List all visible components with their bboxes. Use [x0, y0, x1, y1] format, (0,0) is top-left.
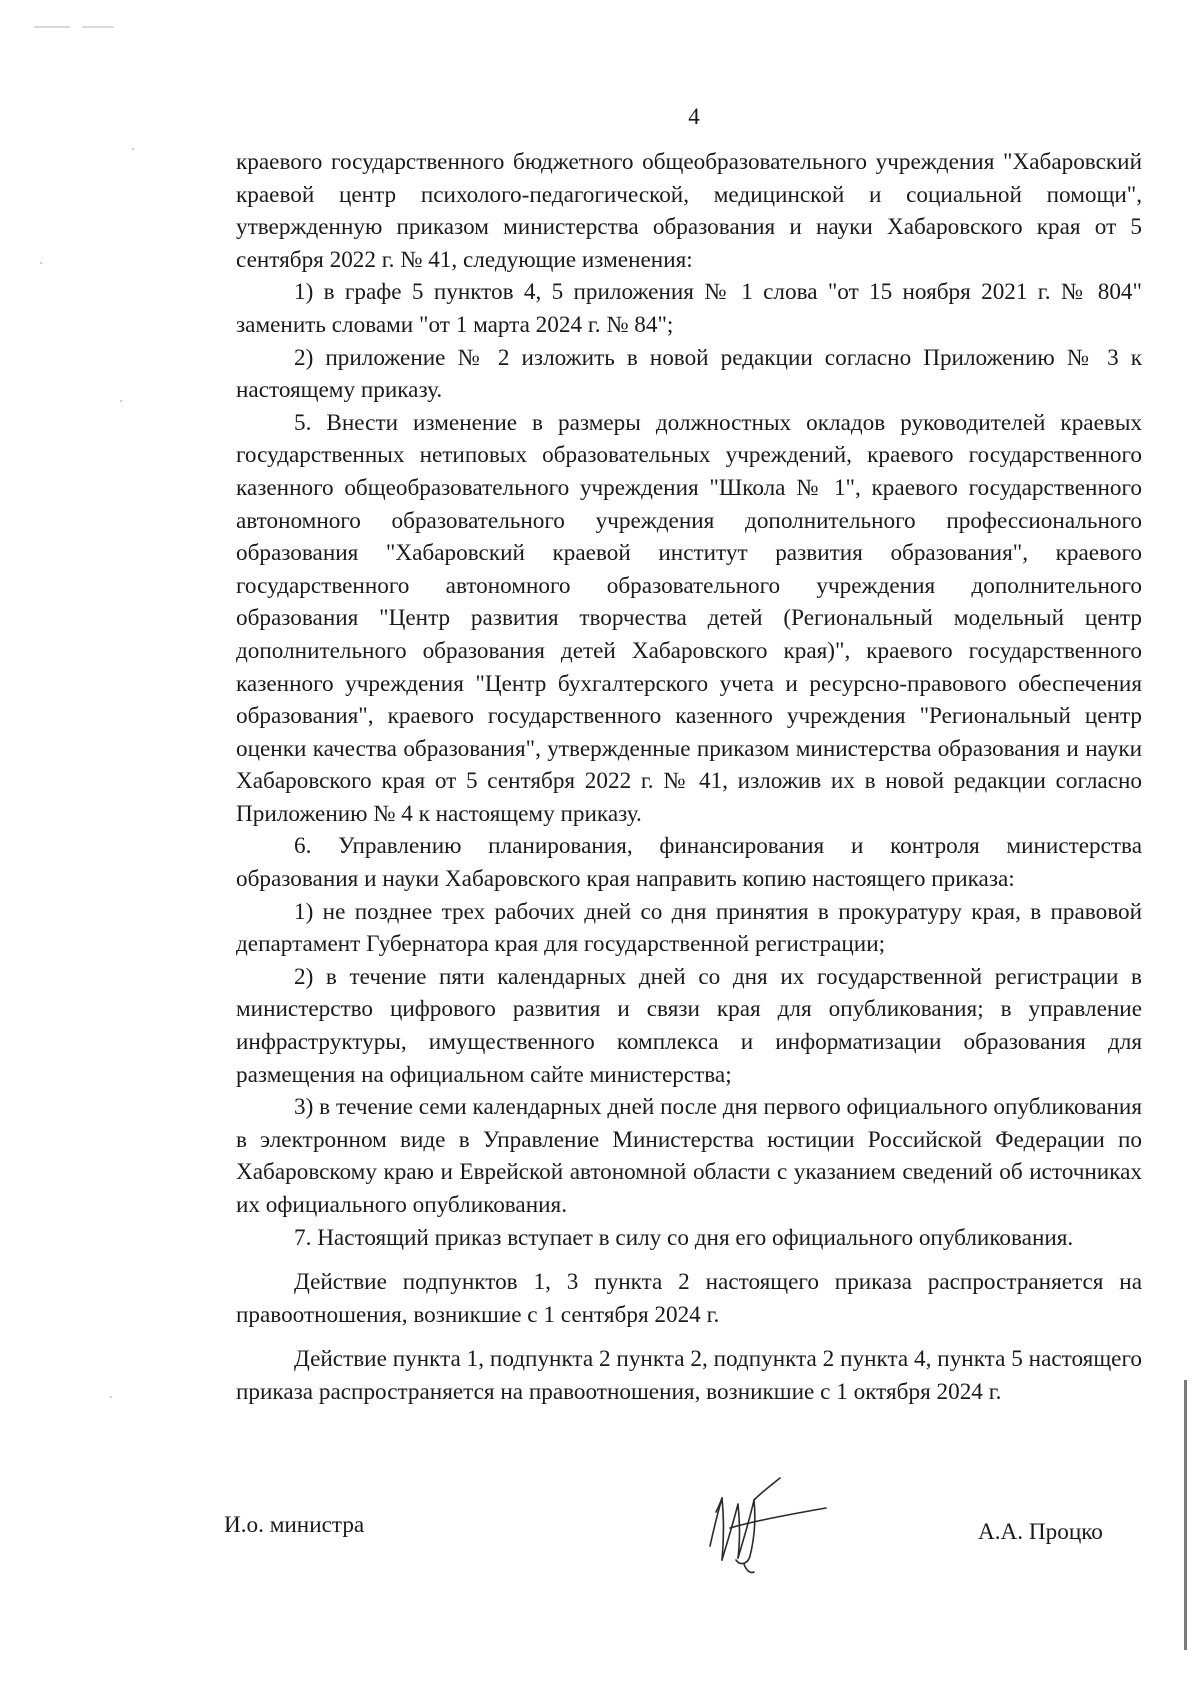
scan-artifact-dot — [110, 1396, 112, 1398]
document-body — [236, 146, 1142, 1409]
paragraph-effect-2: Действие пункта 1, подпункта 2 пункта 2, подпункта 2 пункта 4, пункта 5 настоящего приказа распространяется на правоотношения, возникшие с 1 октября 2024 г. — [236, 1346, 1142, 1405]
paragraph-item-6: 6. Управлению планирования, финансирования и контроля министерства образования и науки Хабаровского края направить копию настоящего приказа: — [236, 833, 1142, 893]
paragraph-subitem-2: 2) приложение № 2 изложить в новой редакции согласно Приложению № 3 к настоящему приказу. — [236, 344, 1142, 404]
scan-artifact-dot — [120, 400, 122, 402]
scan-artifact-dot — [40, 262, 42, 264]
paragraph-item-6-sub-1: 1) не позднее трех рабочих дней со дня принятия в прокуратуру края, в правовой департамент Губернатора края для государственной регистрации; — [236, 898, 1142, 958]
page-number: 4 — [688, 104, 700, 129]
paragraph-subitem-1: 1) в графе 5 пунктов 4, 5 приложения № 1 слова "от 15 ноября 2021 г. № 804" заменить словами "от 1 марта 2024 г. № 84"; — [236, 279, 1142, 338]
paragraph-item-5: 5. Внести изменение в размеры должностных окладов руководителей краевых государственных нетиповых образовательных учреждений, краевого государственного казенного общеобразовательного учреждения "Школа № 1", краевого государственного автономного образовательного учреждения дополнительного профессионального образования "Хабаровский краевой институт развития образования", краевого государственного автономного образовательного учреждения дополнительного образования "Центр развития творчества детей (Региональный модельный центр дополнительного образования детей Хабаровского края)", краевого государственного казенного учреждения "Центр бухгалтерского учета и ресурсно-правового обеспечения образования", краевого государственного казенного учреждения "Региональный центр оценки качества образования", утвержденные приказом министерства образования и науки Хабаровского края от 5 сентября 2022 г. № 41, изложив их в новой редакции согласно Приложению № 4 к настоящему приказу. — [236, 409, 1142, 827]
scan-edge-shadow — [1184, 1380, 1187, 1650]
signatory-position: И.о. министра — [224, 1512, 365, 1538]
signatory-name: А.А. Процко — [978, 1519, 1103, 1545]
handwritten-signature-icon — [700, 1468, 830, 1578]
paragraph-item-7: 7. Настоящий приказ вступает в силу со дня его официального опубликования. — [294, 1224, 1074, 1251]
paragraph-effect-1: Действие подпунктов 1, 3 пункта 2 настоящего приказа распространяется на правоотношения, возникшие с 1 сентября 2024 г. — [236, 1269, 1142, 1328]
paragraph-item-6-sub-2: 2) в течение пяти календарных дней со дня их государственной регистрации в министерство цифрового развития и связи края для опубликования; в управление инфраструктуры, имущественного комплекса и информатизации образования для размещения на официальном сайте министерства; — [236, 963, 1142, 1088]
scan-artifact-dot — [132, 148, 134, 150]
paragraph-item-6-sub-3: 3) в течение семи календарных дней после дня первого официального опубликования в электронном виде в Управление Министерства юстиции Российской Федерации по Хабаровскому краю и Еврейской автономной области с указанием сведений об источниках их официального опубликования. — [236, 1094, 1142, 1218]
scan-artifact-top — [34, 26, 114, 28]
paragraph-continuation: краевого государственного бюджетного общеобразовательного учреждения "Хабаровский краевой центр психолого-педагогической, медицинской и социальной помощи", утвержденную приказом министерства образования и науки Хабаровского края от 5 сентября 2022 г. № 41, следующие изменения: — [236, 149, 1142, 273]
